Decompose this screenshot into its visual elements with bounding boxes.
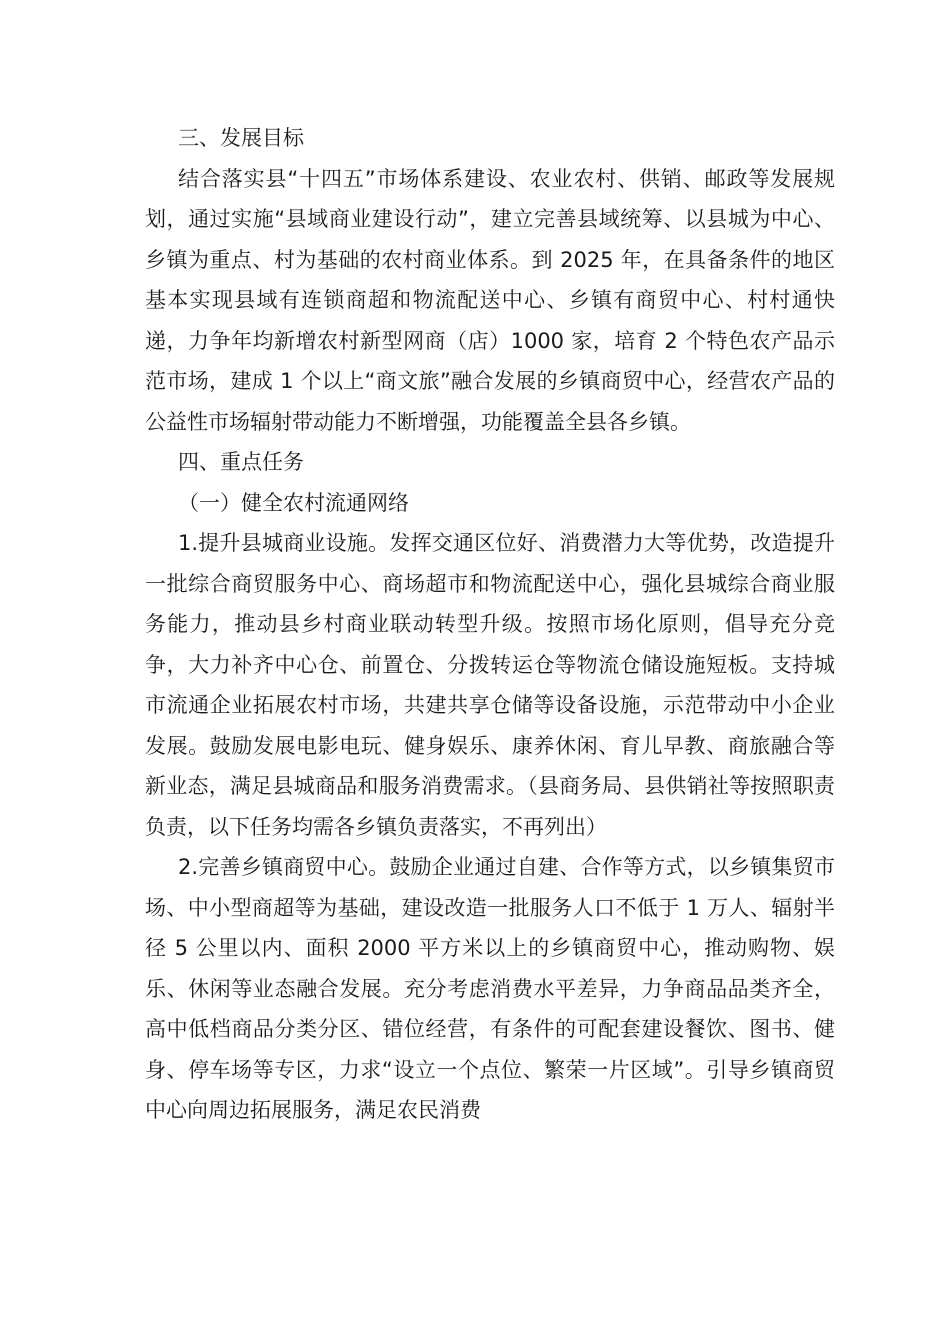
paragraph-goals: 结合落实县“十四五”市场体系建设、农业农村、供销、邮政等发展规划，通过实施“县域商业建设行动”，建立完善县域统筹、以县城为中心、乡镇为重点、村为基础的农村商业体系。到 2025 年，在具备条件的地区基本实现县域有连锁商超和物流配送中心、乡镇有商贸中心、村村通快递，力争年均新增农村新型网商（店）1000 家，培育 2 个特色农产品示范市场，建成 1 个以上“商文旅”融合发展的乡镇商贸中心，经营农产品的公益性市场辐射带动能力不断增强，功能覆盖全县各乡镇。 (145, 166, 835, 434)
section-heading-goals: 三、发展目标 (178, 126, 304, 150)
paragraph-county-commerce: 1.提升县城商业设施。发挥交通区位好、消费潜力大等优势，改造提升一批综合商贸服务中心、商场超市和物流配送中心，强化县城综合商业服务能力，推动县乡村商业联动转型升级。按照市场化原则，倡导充分竞争，大力补齐中心仓、前置仓、分拨转运仓等物流仓储设施短板。支持城市流通企业拓展农村市场，共建共享仓储等设备设施，示范带动中小企业发展。鼓励发展电影电玩、健身娱乐、康养休闲、育儿早教、商旅融合等新业态，满足县城商品和服务消费需求。（县商务局、县供销社等按照职责负责，以下任务均需各乡镇负责落实，不再列出） (145, 531, 835, 839)
document-body (145, 118, 835, 1131)
subsection-heading-rural-network: （一）健全农村流通网络 (178, 490, 409, 515)
paragraph-township-trade-center: 2.完善乡镇商贸中心。鼓励企业通过自建、合作等方式，以乡镇集贸市场、中小型商超等为基础，建设改造一批服务人口不低于 1 万人、辐射半径 5 公里以内、面积 2000 平方米以上的乡镇商贸中心，推动购物、娱乐、休闲等业态融合发展。充分考虑消费水平差异，力争商品品类齐全，高中低档商品分类分区、错位经营，有条件的可配套建设餐饮、图书、健身、停车场等专区，力求“设立一个点位、繁荣一片区域”。引导乡镇商贸中心向周边拓展服务，满足农民消费 (145, 855, 835, 1122)
section-heading-key-tasks: 四、重点任务 (178, 450, 304, 474)
